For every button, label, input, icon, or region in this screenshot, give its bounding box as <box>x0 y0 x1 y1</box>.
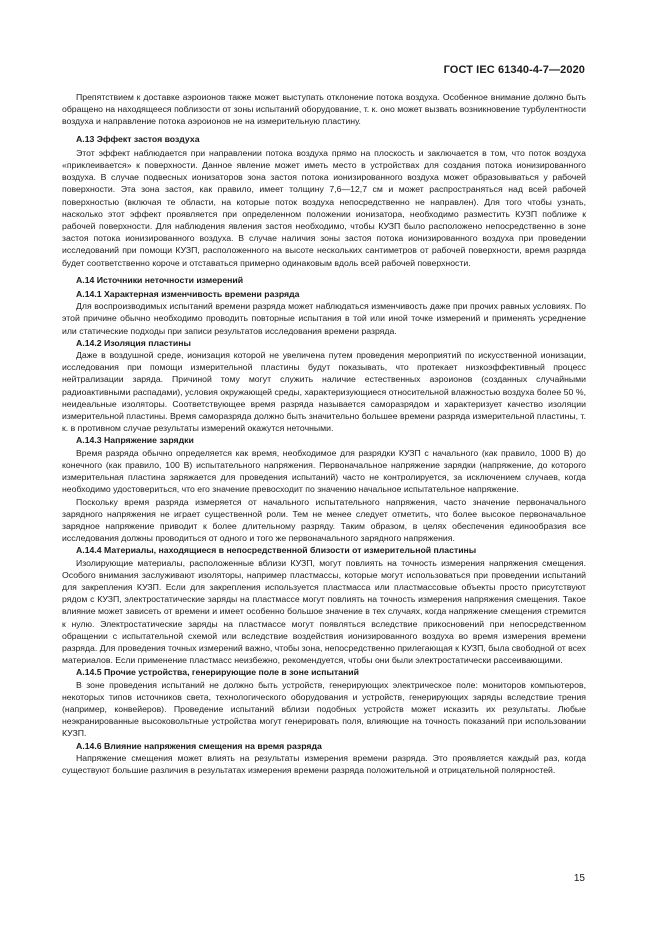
paragraph: В зоне проведения испытаний не должно быть устройств, генерирующих электрическое поле: мониторов компьютеров, некоторых типов источников света, технологического оборудования и устройств, генерирующих заряды вследствие трения (например, конвейеров). Проведение испытаний вблизи подобных устройств может исказить их результаты. Любые неэкранированные высоковольтные устройства могут генерировать поля, влияющие на точность показаний при использовании КУЗП. <box>62 679 586 739</box>
paragraph: Время разряда обычно определяется как время, необходимое для разрядки КУЗП с начального (как правило, 1000 В) до конечного (как правило, 100 В) испытательного напряжения. Первоначальное напряжение зарядки (напряжение, до которого измерительная пластина заряжается для проведения испытаний) часто не контролируется, за исключением случаев, когда необходимо удостовериться, что его значение превосходит по значению начальное испытательное напряжение. <box>62 447 586 495</box>
section-heading: А.13 Эффект застоя воздуха <box>76 133 200 144</box>
paragraph: Этот эффект наблюдается при направлении потока воздуха прямо на плоскость и заключается в том, что поток воздуха «приклеивается» к поверхности. Данное явление может иметь место в устройствах для создания потока ионизированного воздуха. В случае подвесных ионизаторов зона застоя потока ионизированного воздуха может образовываться у рабочей поверхности. Эта зона застоя, как правило, имеет толщину 7,6—12,7 см и может распространяться над всей рабочей поверхностью (включая те области, на которые поток воздуха непосредственно не направлен). Для того чтобы узнать, насколько этот эффект проявляется при определенном положении ионизатора, необходимо разместить КУЗП поближе к рабочей поверхности. Для наблюдения явления застоя необходимо, чтобы КУЗП было расположено непосредственно в зоне застоя потока ионизированного воздуха. В случае наличия зоны застоя потока ионизированного воздуха при проведении исследований при помощи КУЗП, расположенного на высоте нескольких сантиметров от рабочей поверхности, время разряда будет соответственно короче и отставаться примерно одинаковым вдоль всей рабочей поверхности. <box>62 147 586 268</box>
standard-header: ГОСТ IEC 61340-4-7—2020 <box>443 64 585 76</box>
subsection-heading: А.14.1 Характерная изменчивость времени разряда <box>76 289 300 300</box>
paragraph: Напряжение смещения может влиять на результаты измерения времени разряда. Это проявляется каждый раз, когда существуют большие различия в результатах измерения времени разряда положительной и отрицательной полярностей. <box>62 752 586 775</box>
page-number: 15 <box>573 873 585 884</box>
subsection-heading: А.14.5 Прочие устройства, генерирующие поле в зоне испытаний <box>76 667 359 678</box>
document-body <box>62 91 586 776</box>
paragraph: Даже в воздушной среде, ионизация которой не увеличена путем проведения мероприятий по искусственной ионизации, исследования при помощи измерительной пластины будут показывать, что протекает низкоэффективный процесс нейтрализации заряда. Причиной тому могут служить наличие естественных аэроионов (созданных случайными радиоактивными распадами), условия окружающей среды, характеризующиеся относительной влажностью воздуха более 50 %, неидеальные изоляторы. Соответствующее время разряда называется саморазрядом и характеризует качество изоляции измерительной пластины. Время саморазряда должно быть значительно большее времени разряда измерительной пластины, т. к. в противном случае результаты измерений окажутся неточными. <box>62 350 586 434</box>
subsection-heading: А.14.4 Материалы, находящиеся в непосредственной близости от измерительной пластины <box>76 545 477 556</box>
subsection-heading: А.14.6 Влияние напряжения смещения на время разряда <box>76 740 322 751</box>
paragraph: Препятствием к доставке аэроионов также может выступать отклонение потока воздуха. Особенное внимание должно быть обращено на находящееся поблизости от зоны испытаний оборудование, т. к. оно может вызвать возникновение турбулентности воздуха и направление потока аэроионов не на измерительную пластину. <box>62 92 586 127</box>
paragraph: Изолирующие материалы, расположенные вблизи КУЗП, могут повлиять на точность измерения напряжения смещения. Особого внимания заслуживают изоляторы, например пластмассы, которые могут использоваться при проведении испытаний для закрепления КУЗП. Если для закрепления используется пластмасса или пластмассовые объекты просто присутствуют рядом с КУЗП, электростатические заряды на пластмассе могут повлиять на точность измерения напряжения смещения. Такое влияние может зависеть от времени и имеет особенно большое значение в тех случаях, когда напряжение смещения стремится к нулю. Электростатические заряды на пластмассе могут появляться вследствие прикосновений при непосредственном обращении с испытательной схемой или вследствие воздействия ионизированного воздуха во время измерения времени разряда. Для проведения точных измерений важно, чтобы зона, непосредственно прилегающая к КУЗП, была свободной от всех материалов. Если применение пластмасс неизбежно, рекомендуется, чтобы они были электростатически рассеивающими. <box>62 557 586 666</box>
paragraph: Поскольку время разряда измеряется от начального испытательного напряжения, часто значение первоначального зарядного напряжения не играет существенной роли. Тем не менее следует отметить, что более высокое первоначальное зарядное напряжение приводит к более длительному разряду. Таким образом, в целях обеспечения единообразия все исследования должны проводиться от одного и того же первоначального зарядного напряжения. <box>62 496 586 544</box>
section-heading: А.14 Источники неточности измерений <box>76 274 244 285</box>
subsection-heading: А.14.2 Изоляция пластины <box>76 337 191 348</box>
paragraph: Для воспроизводимых испытаний времени разряда может наблюдаться изменчивость даже при прочих равных условиях. По этой причине обычно необходимо проводить повторные испытания в той или иной точке измерений и применять усреднение или статические подходы при записи результатов исследования времени разряда. <box>62 301 586 336</box>
subsection-heading: А.14.3 Напряжение зарядки <box>76 435 194 446</box>
